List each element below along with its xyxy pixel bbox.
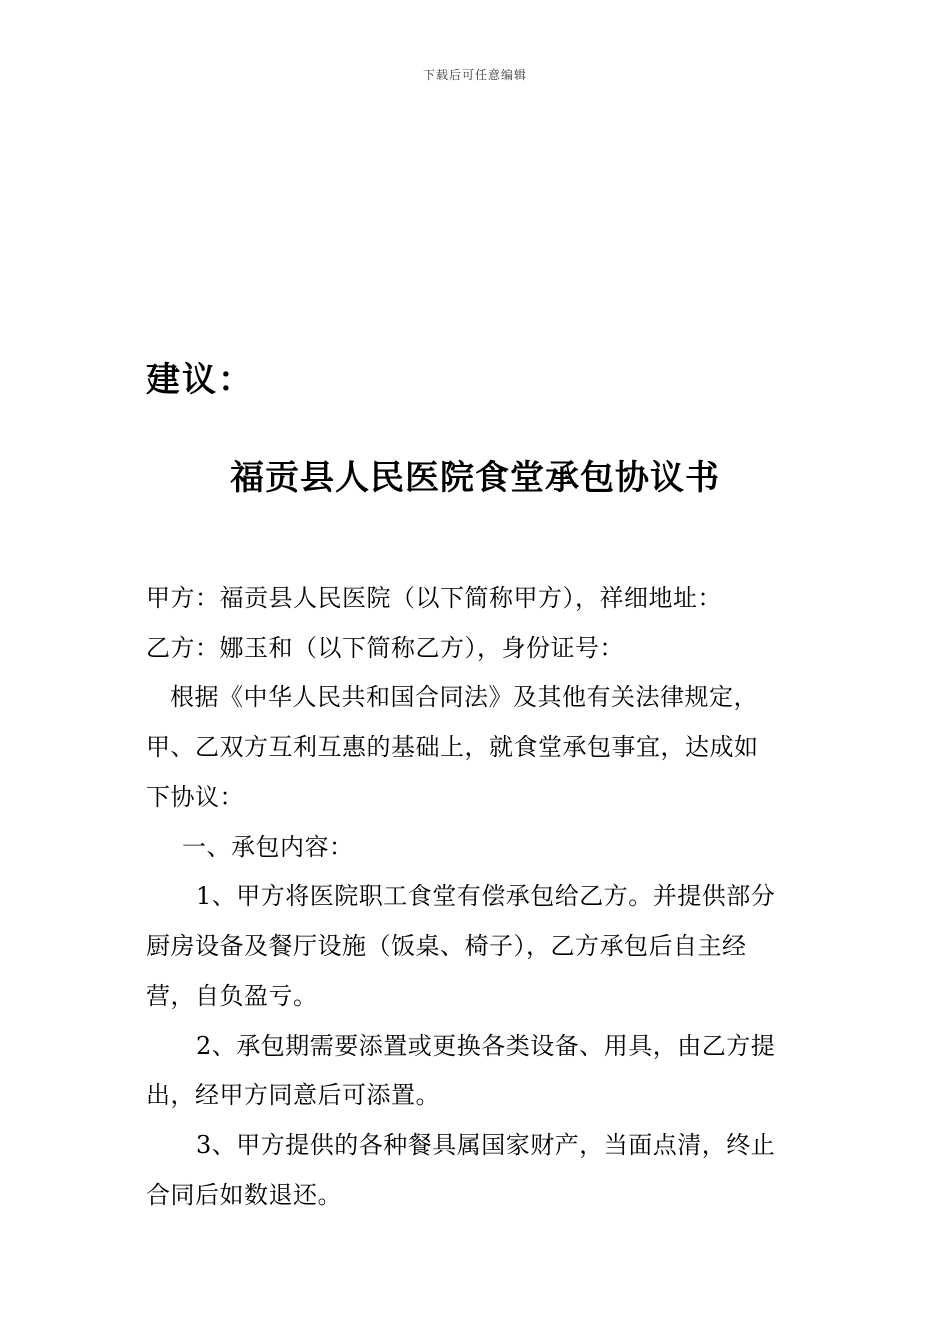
clause-2-line-1: 2、承包期需要添置或更换各类设备、用具，由乙方提 <box>196 1032 776 1060</box>
preamble-line-3: 下协议： <box>146 783 244 811</box>
preamble-line-2: 甲、乙双方互利互惠的基础上，就食堂承包事宜，达成如 <box>146 733 759 761</box>
section-heading-1: 一、承包内容： <box>182 833 354 861</box>
page-header: 下载后可任意编辑 <box>422 68 527 82</box>
party-a-line: 甲方：福贡县人民医院（以下简称甲方），祥细地址： <box>146 584 722 612</box>
document-title: 福贡县人民医院食堂承包协议书 <box>230 458 720 498</box>
clause-1-line-3: 营，自负盈亏。 <box>146 982 318 1010</box>
preamble-line-1: 根据《中华人民共和国合同法》及其他有关法律规定， <box>170 683 758 711</box>
clause-3-line-1: 3、甲方提供的各种餐具属国家财产，当面点清，终止 <box>196 1131 776 1159</box>
suggestion-heading: 建议： <box>146 360 254 400</box>
clause-1-line-2: 厨房设备及餐厅设施（饭桌、椅子），乙方承包后自主经 <box>146 932 747 960</box>
clause-1-line-1: 1、甲方将医院职工食堂有偿承包给乙方。并提供部分 <box>196 882 776 910</box>
clause-3-line-2: 合同后如数退还。 <box>146 1181 342 1209</box>
clause-2-line-2: 出，经甲方同意后可添置。 <box>146 1081 440 1109</box>
party-b-line: 乙方：娜玉和（以下简称乙方），身份证号： <box>146 634 624 662</box>
